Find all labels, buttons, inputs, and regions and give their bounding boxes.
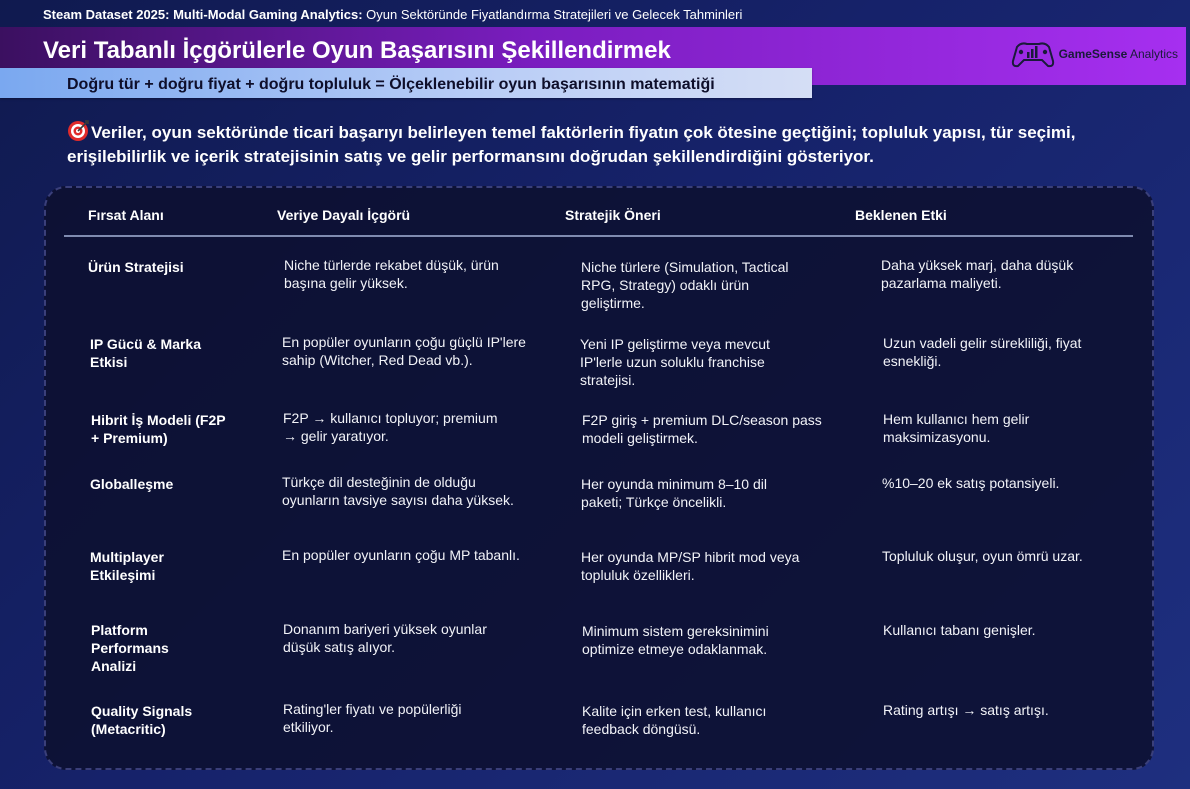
column-header-opportunity: Fırsat Alanı xyxy=(88,207,164,223)
row-4-impact: %10–20 ek satış potansiyeli. xyxy=(882,475,1060,491)
row-1-impact: Daha yüksek marj, daha düşük pazarlama maliyeti. xyxy=(881,257,1074,291)
row-4-insight: Türkçe dil desteğinin de olduğu oyunların tavsiye sayısı daha yüksek. xyxy=(282,474,514,508)
logo-suffix: Analytics xyxy=(1129,47,1178,61)
intro-paragraph xyxy=(67,120,1147,169)
row-4-recommendation: Her oyunda minimum 8–10 dil paketi; Türkçe öncelikli. xyxy=(581,476,767,510)
row-6-insight: Donanım bariyeri yüksek oyunlar düşük satış alıyor. xyxy=(283,621,487,655)
row-3-insight: F2P → kullanıcı topluyor; premium → gelir yaratıyor. xyxy=(283,410,498,444)
row-5-area: Multiplayer Etkileşimi xyxy=(90,549,164,583)
page-title: Veri Tabanlı İçgörülerle Oyun Başarısını Şekillendirmek xyxy=(43,37,671,64)
row-7-area: Quality Signals (Metacritic) xyxy=(91,703,193,737)
column-header-recommendation: Stratejik Öneri xyxy=(565,207,661,223)
logo-wordmark xyxy=(1059,47,1178,61)
row-3-area: Hibrit İş Modeli (F2P + Premium) xyxy=(91,412,226,446)
row-5-recommendation: Her oyunda MP/SP hibrit mod veya topluluk özellikleri. xyxy=(581,549,800,583)
row-3-recommendation: F2P giriş + premium DLC/season pass modeli geliştirmek. xyxy=(582,412,822,446)
row-1-area: Ürün Stratejisi xyxy=(88,259,184,275)
row-5-insight: En popüler oyunların çoğu MP tabanlı. xyxy=(282,547,520,563)
report-subtitle-line xyxy=(43,7,742,22)
row-3-impact: Hem kullanıcı hem gelir maksimizasyonu. xyxy=(883,411,1030,445)
target-icon xyxy=(67,120,89,142)
row-7-insight: Rating'ler fiyatı ve popülerliği etkiliyor. xyxy=(283,701,462,735)
gamepad-chart-icon xyxy=(1011,39,1055,69)
row-6-impact: Kullanıcı tabanı genişler. xyxy=(883,622,1036,638)
row-4-area: Globalleşme xyxy=(90,476,174,492)
tagline-banner xyxy=(0,68,812,98)
row-2-impact: Uzun vadeli gelir sürekliliği, fiyat esnekliği. xyxy=(883,335,1082,369)
brand-logo xyxy=(1011,39,1178,69)
row-2-recommendation: Yeni IP geliştirme veya mevcut IP'lerle uzun soluklu franchise stratejisi. xyxy=(580,336,770,388)
row-5-impact: Topluluk oluşur, oyun ömrü uzar. xyxy=(882,548,1083,564)
report-topic: Oyun Sektöründe Fiyatlandırma Stratejileri ve Gelecek Tahminleri xyxy=(366,7,743,22)
header-divider xyxy=(64,235,1133,237)
row-2-insight: En popüler oyunların çoğu güçlü IP'lere sahip (Witcher, Red Dead vb.). xyxy=(282,334,526,368)
intro-text: Veriler, oyun sektöründe ticari başarıyı belirleyen temel faktörlerin fiyatın çok ötesine geçtiğini; topluluk yapısı, tür seçimi, erişilebilirlik ve içerik stratejisinin satış ve gelir performansını doğrudan şekillendirdiğini gösteriyor. xyxy=(67,123,1076,166)
dataset-name: Steam Dataset 2025: Multi-Modal Gaming Analytics: xyxy=(43,7,363,22)
row-1-recommendation: Niche türlere (Simulation, Tactical RPG, Strategy) odaklı ürün geliştirme. xyxy=(581,259,789,311)
row-2-area: IP Gücü & Marka Etkisi xyxy=(90,336,202,370)
row-6-area: Platform Performans Analizi xyxy=(91,622,169,674)
row-1-insight: Niche türlerde rekabet düşük, ürün başına gelir yüksek. xyxy=(284,257,499,291)
row-7-impact: Rating artışı → satış artışı. xyxy=(883,702,1049,718)
logo-brand: GameSense xyxy=(1058,47,1128,61)
row-7-recommendation: Kalite için erken test, kullanıcı feedback döngüsü. xyxy=(582,703,767,737)
column-header-impact: Beklenen Etki xyxy=(855,207,947,223)
column-header-insight: Veriye Dayalı İçgörü xyxy=(277,207,411,223)
tagline: Doğru tür + doğru fiyat + doğru topluluk = Ölçeklenebilir oyun başarısının matematiği xyxy=(67,76,715,93)
row-6-recommendation: Minimum sistem gereksinimini optimize etmeye odaklanmak. xyxy=(582,623,769,657)
